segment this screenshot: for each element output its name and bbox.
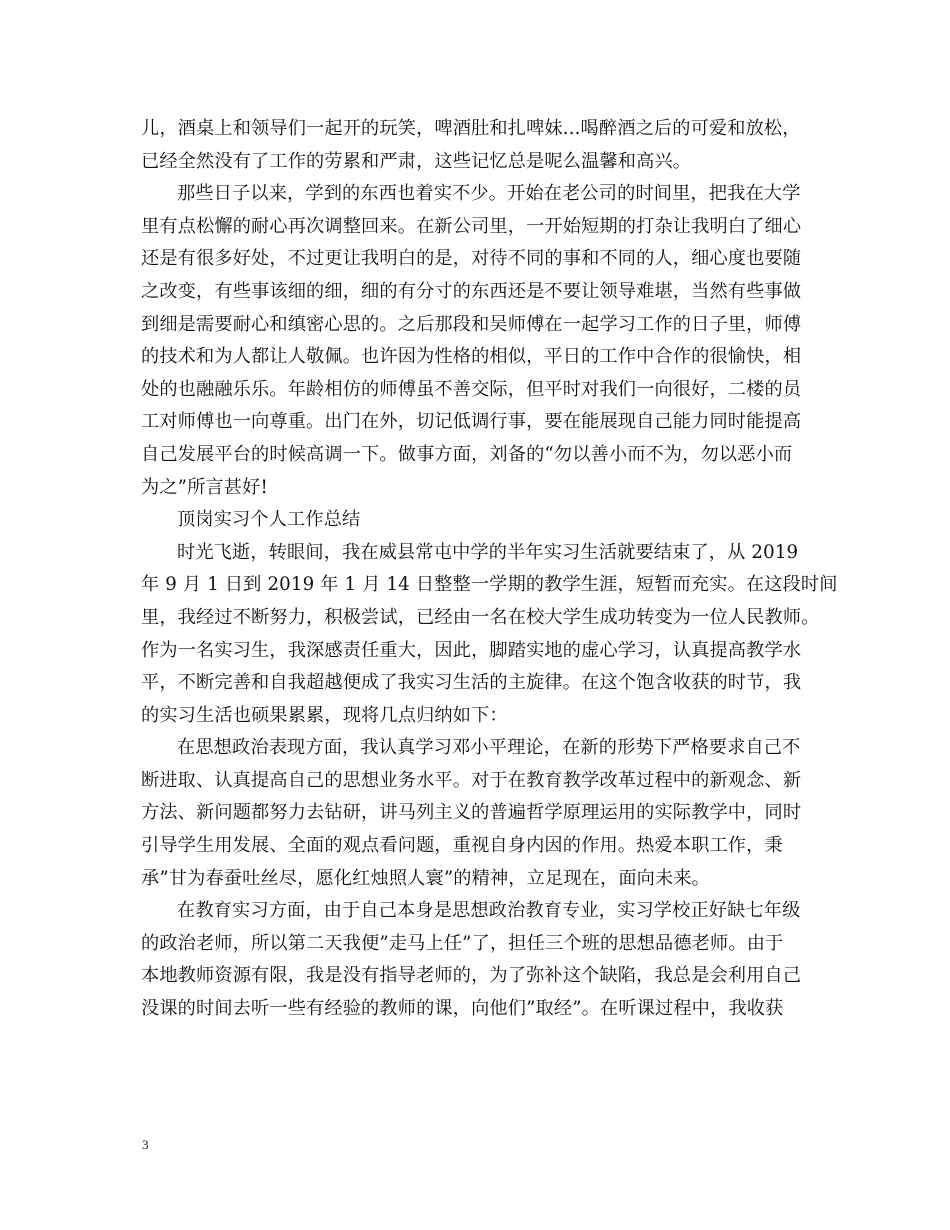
text-line: 年 9 月 1 日到 2019 年 1 月 14 日整整一学期的教学生涯，短暂而充实。在这段时间 <box>141 574 838 596</box>
text-line: 平，不断完善和自我超越便成了我实习生活的主旋律。在这个饱含收获的时节，我 <box>141 672 802 694</box>
text-line: 已经全然没有了工作的劳累和严肃，这些记忆总是呢么温馨和高兴。 <box>141 150 692 172</box>
paragraph-start-line: 在教育实习方面，由于自己本身是思想政治教育专业，实习学校正好缺七年级 <box>177 900 801 922</box>
paragraph-start-line: 时光飞逝，转眼间，我在威县常屯中学的半年实习生活就要结束了，从 2019 <box>177 541 799 563</box>
text-line: 为之”所言甚好! <box>141 476 268 498</box>
text-line: 的实习生活也硕果累累，现将几点归纳如下： <box>141 704 508 726</box>
text-line: 自己发展平台的时候高调一下。做事方面，刘备的“勿以善小而不为，勿以恶小而 <box>141 443 793 465</box>
text-line: 断进取、认真提高自己的思想业务水平。对于在教育教学改革过程中的新观念、新 <box>141 769 802 791</box>
paragraph-start-line: 那些日子以来，学到的东西也着实不少。开始在老公司的时间里，把我在大学 <box>177 183 801 205</box>
text-line: 的政治老师，所以第二天我便”走马上任”了，担任三个班的思想品德老师。由于 <box>141 932 784 954</box>
text-line: 里，我经过不断努力，积极尝试，已经由一名在校大学生成功转变为一位人民教师。 <box>141 606 820 628</box>
text-line: 方法、新问题都努力去钻研，讲马列主义的普遍哲学原理运用的实际教学中，同时 <box>141 802 802 824</box>
text-line: 儿，酒桌上和领导们一起开的玩笑，啤酒肚和扎啤妹...喝醉酒之后的可爱和放松， <box>141 118 801 139</box>
body-text <box>141 113 838 1026</box>
text-line: 到细是需要耐心和缜密心思的。之后那段和吴师傅在一起学习工作的日子里，师傅 <box>141 313 802 335</box>
section-heading: 顶岗实习个人工作总结 <box>177 509 361 531</box>
page-number: 3 <box>142 1137 149 1152</box>
text-line: 作为一名实习生，我深感责任重大，因此，脚踏实地的虚心学习，认真提高教学水 <box>141 639 802 661</box>
text-line: 引导学生用发展、全面的观点看问题，重视自身内因的作用。热爱本职工作，秉 <box>141 835 783 857</box>
paragraph-start-line: 在思想政治表现方面，我认真学习邓小平理论，在新的形势下严格要求自己不 <box>177 737 801 759</box>
text-line: 之改变，有些事该细的细，细的有分寸的东西还是不要让领导难堪，当然有些事做 <box>141 280 802 302</box>
text-line: 没课的时间去听一些有经验的教师的课，向他们”取经”。在听课过程中，我收获 <box>141 998 784 1020</box>
text-line: 的技术和为人都让人敬佩。也许因为性格的相似，平日的工作中合作的很愉快，相 <box>141 346 802 368</box>
text-line: 里有点松懈的耐心再次调整回来。在新公司里，一开始短期的打杂让我明白了细心 <box>141 215 802 237</box>
text-line: 工对师傅也一向尊重。出门在外，切记低调行事，要在能展现自己能力同时能提高 <box>141 411 802 433</box>
text-line: 本地教师资源有限，我是没有指导老师的，为了弥补这个缺陷，我总是会利用自己 <box>141 965 802 987</box>
text-line: 还是有很多好处，不过更让我明白的是，对待不同的事和不同的人，细心度也要随 <box>141 248 802 270</box>
text-line: 处的也融融乐乐。年龄相仿的师傅虽不善交际，但平时对我们一向很好，二楼的员 <box>141 378 802 400</box>
text-line: 承”甘为春蚕吐丝尽，愿化红烛照人寰”的精神，立足现在，面向未来。 <box>141 867 711 889</box>
